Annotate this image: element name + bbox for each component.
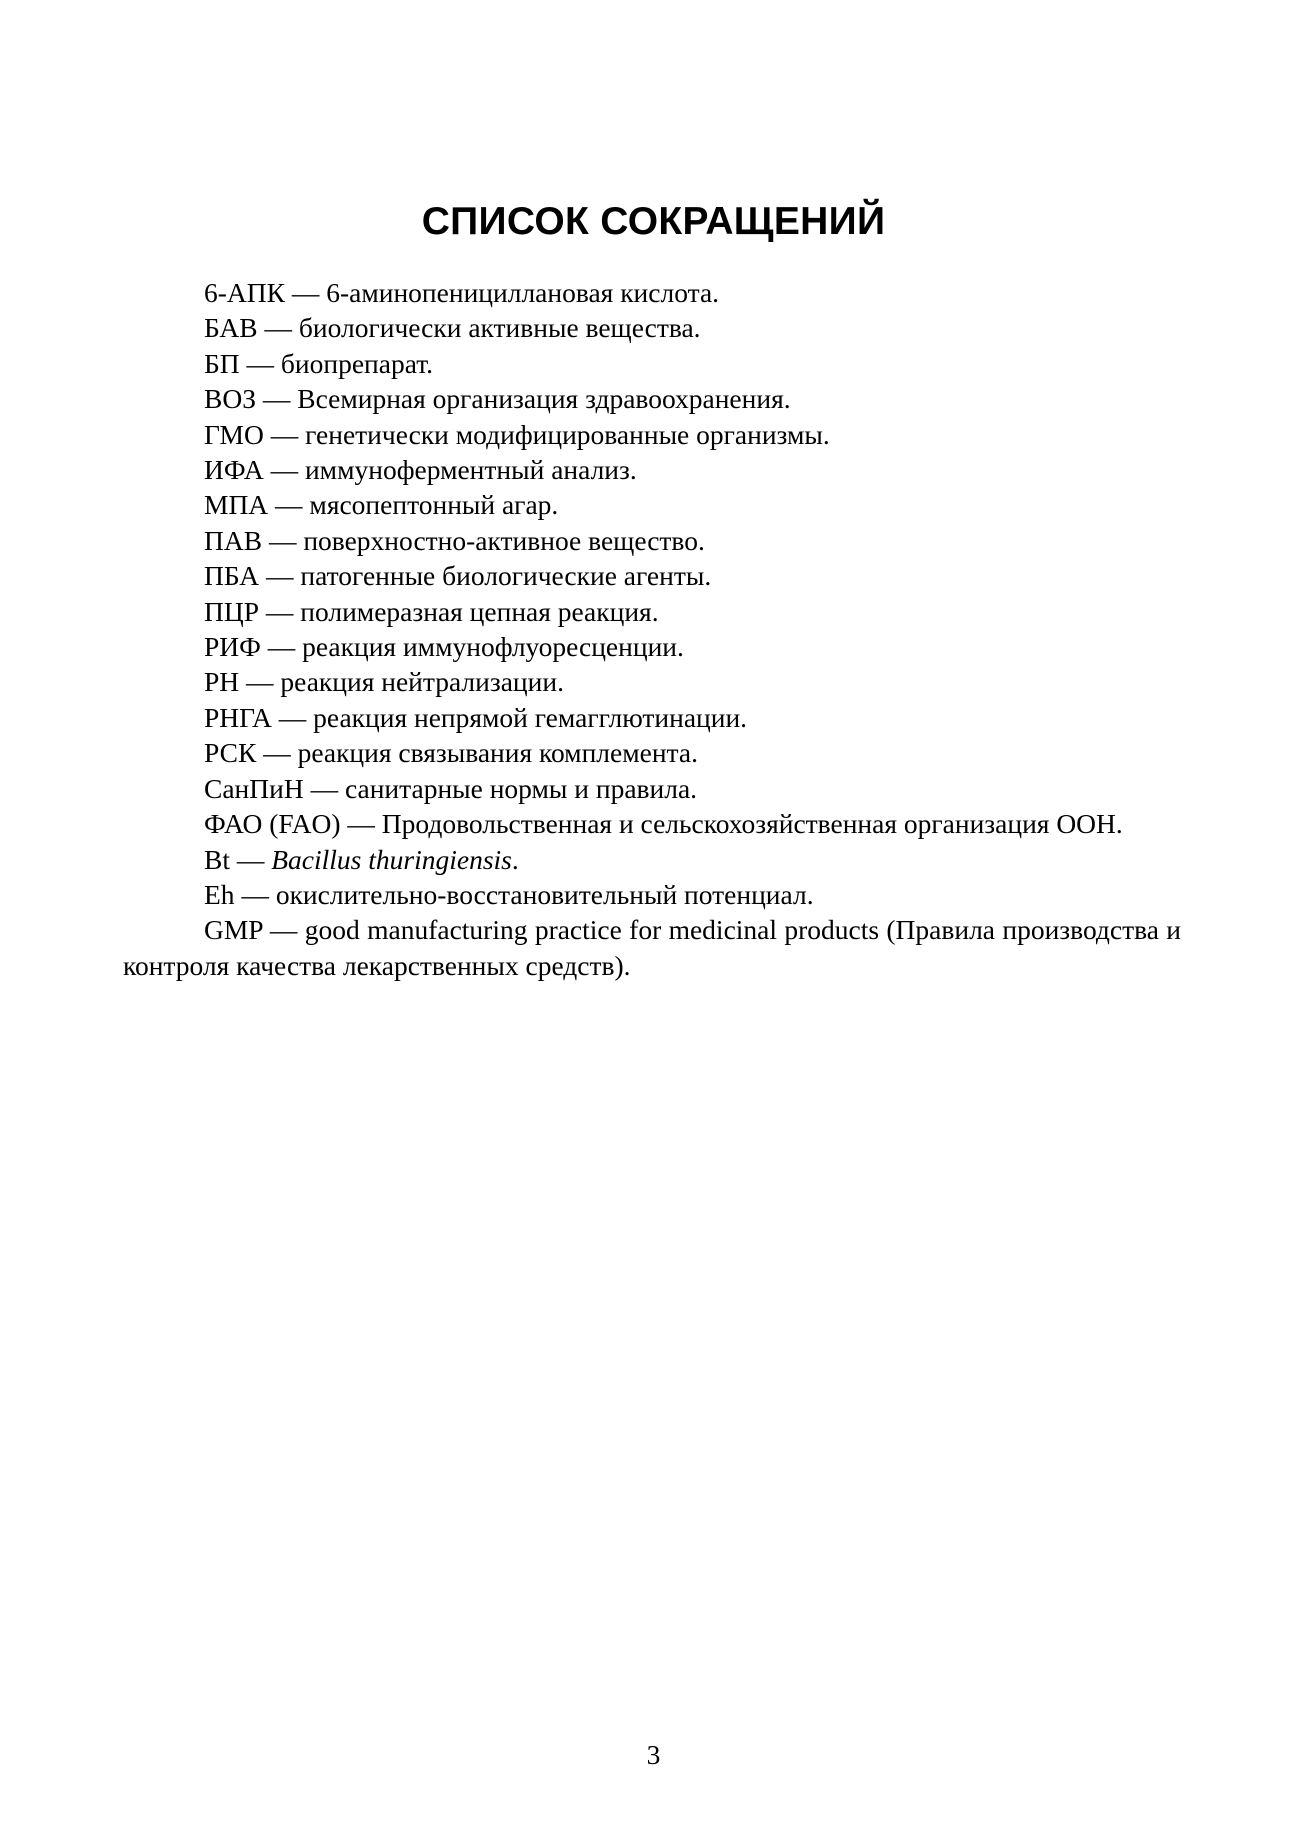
separator: — [262, 914, 305, 946]
list-item [123, 346, 1181, 381]
list-item [123, 558, 1181, 593]
abbreviation-term: ГМО [204, 418, 264, 450]
abbreviation-definition: 6-аминопенициллановая кислота. [326, 277, 720, 308]
abbreviation-definition: поверхностно-активное вещество. [303, 524, 705, 556]
abbreviation-definition: Bacillus thuringiensis [271, 843, 512, 875]
separator: — [303, 772, 345, 804]
abbreviation-term: GMP [204, 914, 263, 946]
abbreviation-definition: биологически активные вещества. [298, 312, 701, 344]
abbreviation-definition: реакция нейтрализации. [280, 666, 564, 698]
abbreviation-definition: генетически модифицированные организмы. [305, 418, 830, 450]
separator: — [268, 489, 310, 521]
page-title: СПИСОК СОКРАЩЕНИЙ [421, 200, 886, 243]
abbreviation-term: ФАО (FAO) [204, 808, 341, 840]
list-item [123, 381, 1181, 416]
abbreviation-term: ПЦР [204, 595, 260, 627]
list-item [123, 310, 1181, 345]
separator: — [239, 666, 281, 698]
abbreviation-definition: санитарные нормы и правила. [344, 772, 698, 804]
list-item [123, 664, 1181, 699]
abbreviation-term: РСК [204, 737, 257, 769]
separator: — [256, 737, 298, 769]
separator: — [229, 843, 272, 875]
list-item [123, 877, 1181, 912]
list-item [123, 523, 1181, 558]
abbreviation-term: ВОЗ [204, 383, 256, 415]
abbreviation-definition: иммуноферментный анализ. [304, 454, 637, 486]
abbreviation-definition: реакция иммунофлуоресценции. [302, 631, 684, 663]
list-item [123, 487, 1181, 522]
separator: — [257, 312, 299, 344]
abbreviation-definition: реакция непрямой гемагглютинации. [313, 701, 748, 733]
list-item [123, 912, 1181, 983]
page-number: 3 [646, 1739, 661, 1770]
list-item [123, 735, 1181, 770]
list-item [123, 806, 1181, 841]
abbreviation-term: МПА [204, 489, 269, 521]
separator: — [260, 631, 303, 663]
abbreviation-term: РН [204, 666, 240, 698]
separator: — [239, 347, 281, 379]
abbreviation-term: Eh [204, 878, 235, 910]
list-item [123, 771, 1181, 806]
separator: — [255, 383, 298, 415]
separator: — [340, 808, 382, 840]
abbreviation-definition: Продовольственная и сельскохозяйственная организация ООН. [381, 808, 1123, 840]
abbreviation-term: РНГА [204, 701, 272, 733]
list-item [123, 842, 1181, 877]
abbreviation-term: БАВ [204, 312, 258, 344]
abbreviation-term: ИФА [204, 454, 264, 486]
separator: — [259, 595, 301, 627]
separator: — [262, 524, 304, 556]
separator: — [263, 454, 305, 486]
abbreviation-definition: good manufacturing practice for medicinal products (Правила производства и контроля качества лекарственных средств). [123, 914, 1181, 981]
abbreviation-definition: Всемирная организация здравоохранения. [297, 383, 791, 415]
separator: — [271, 701, 314, 733]
separator: — [259, 560, 301, 592]
list-item [123, 417, 1181, 452]
abbreviation-definition: реакция связывания комплемента. [297, 737, 698, 769]
abbreviation-definition: биопрепарат. [280, 347, 434, 379]
abbreviation-term: РИФ [204, 631, 261, 663]
abbreviation-list [123, 275, 1181, 983]
list-item [123, 275, 1181, 310]
abbreviation-term: ПАВ [204, 524, 263, 556]
abbreviation-term: 6-АПК [204, 277, 285, 308]
abbreviation-term: ПБА [204, 560, 260, 592]
abbreviation-definition: полимеразная цепная реакция. [300, 595, 659, 627]
separator: — [234, 878, 276, 910]
abbreviation-definition: мясопептонный агар. [309, 489, 559, 521]
separator: — [263, 418, 306, 450]
list-item [123, 629, 1181, 664]
list-item [123, 452, 1181, 487]
list-item [123, 594, 1181, 629]
abbreviation-term: СанПиН [204, 772, 304, 804]
abbreviation-term: Bt [204, 843, 230, 875]
definition-suffix: . [511, 843, 519, 875]
separator: — [284, 277, 327, 308]
abbreviation-definition: окислительно-восстановительный потенциал. [275, 878, 814, 910]
abbreviation-definition: патогенные биологические агенты. [300, 560, 712, 592]
list-item [123, 700, 1181, 735]
abbreviation-term: БП [204, 347, 240, 379]
